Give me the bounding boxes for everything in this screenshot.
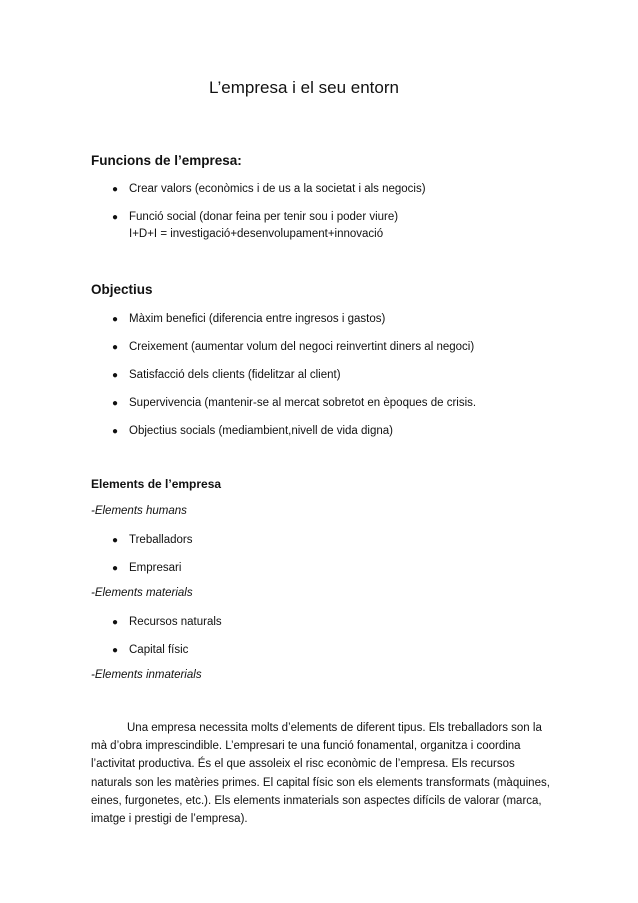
- bullet-icon: ●: [112, 398, 119, 409]
- bullet-icon: ●: [112, 342, 119, 353]
- bullet-icon: ●: [112, 370, 119, 381]
- list-item-text: Màxim benefici (diferencia entre ingresos i gastos): [129, 313, 386, 325]
- list-item-text: Creixement (aumentar volum del negoci reinvertint diners al negoci): [129, 341, 475, 353]
- bullet-icon: ●: [112, 617, 119, 628]
- list-item-text: Crear valors (econòmics i de us a la societat i als negocis): [129, 183, 426, 195]
- heading-elements: Elements de l’empresa: [91, 477, 222, 491]
- list-item-text: Recursos naturals: [129, 616, 222, 628]
- bullet-icon: ●: [112, 535, 119, 546]
- list-item-text: Objectius socials (mediambient,nivell de vida digna): [129, 425, 393, 437]
- subheading-elements-materials: -Elements materials: [91, 587, 193, 599]
- bullet-icon: ●: [112, 426, 119, 437]
- body-paragraph: Una empresa necessita molts d’elements de diferent tipus. Els treballadors son la mà d’obra imprescindible. L’empresari te una funció fonamental, organitza i coordina l’activitat productiva. És el que assoleix el risc econòmic de l’empresa. Els recursos naturals son les matèries primes. El capital físic son els elements transformats (màquines, eines, furgonetes, etc.). Els elements inmaterials son aspectes difícils de valorar (marca, imatge i prestigi de l’empresa).: [91, 722, 550, 826]
- subheading-elements-inmaterials: -Elements inmaterials: [91, 669, 202, 681]
- list-item-text: Treballadors: [129, 534, 193, 546]
- list-item-text: Empresari: [129, 562, 182, 574]
- heading-objectius: Objectius: [91, 282, 153, 297]
- list-item-text: Supervivencia (mantenir-se al mercat sobretot en èpoques de crisis.: [129, 397, 477, 409]
- heading-funcions: Funcions de l’empresa:: [91, 153, 242, 168]
- bullet-icon: ●: [112, 314, 119, 325]
- bullet-icon: ●: [112, 563, 119, 574]
- subheading-elements-humans: -Elements humans: [91, 505, 187, 517]
- list-item-text: Funció social (donar feina per tenir sou i poder viure) I+D+I = investigació+desenvolupament+innovació: [129, 211, 399, 240]
- page-title: L’empresa i el seu entorn: [209, 78, 399, 97]
- bullet-icon: ●: [112, 184, 119, 195]
- bullet-icon: ●: [112, 645, 119, 656]
- list-item-text: Capital físic: [129, 644, 189, 656]
- list-item-text: Satisfacció dels clients (fidelitzar al client): [129, 369, 341, 381]
- bullet-icon: ●: [112, 212, 119, 223]
